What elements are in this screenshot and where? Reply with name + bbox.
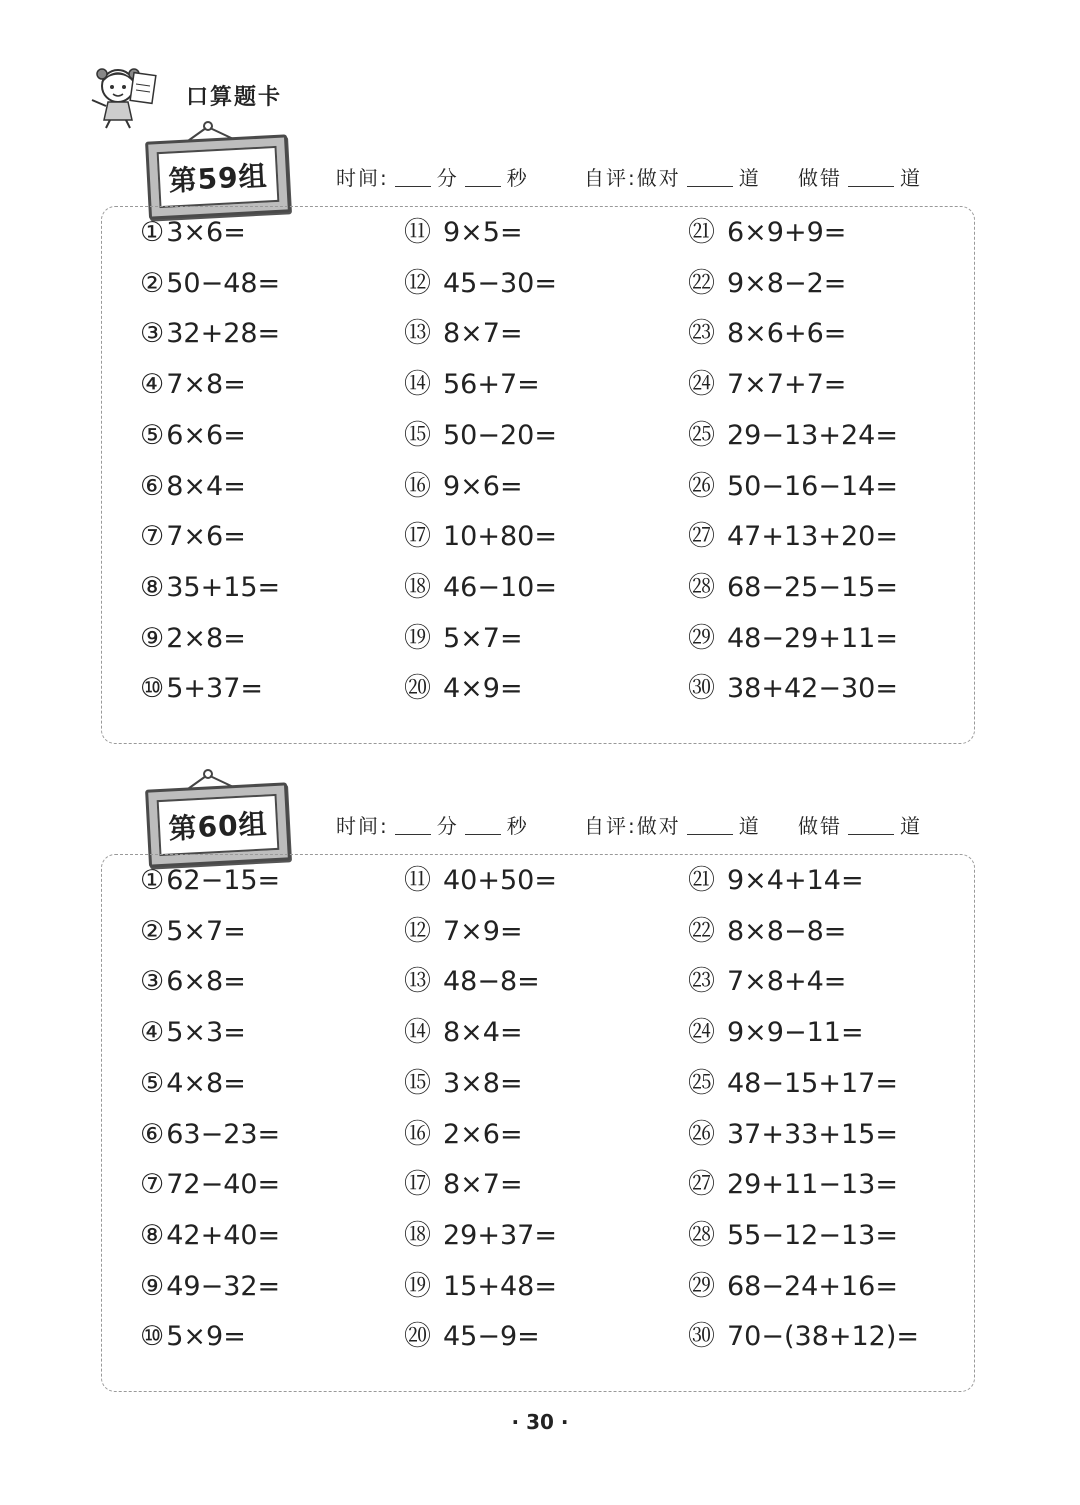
minutes-blank[interactable] xyxy=(395,816,431,835)
problem-expression: 50−48= xyxy=(166,267,281,299)
problem-number: ⑭ xyxy=(404,369,431,401)
problem-expression: 8×7= xyxy=(443,1169,523,1201)
arithmetic-problem xyxy=(688,1064,898,1104)
problem-number: ㉖ xyxy=(688,470,715,502)
problem-expression: 62−15= xyxy=(166,865,281,896)
arithmetic-problem xyxy=(688,416,898,456)
problem-number: ③ xyxy=(140,318,165,350)
problem-number: ㉙ xyxy=(688,1270,715,1302)
problem-number: ⑧ xyxy=(140,571,165,603)
problem-expression: 9×8−2= xyxy=(727,267,847,299)
arithmetic-problem xyxy=(404,568,557,608)
problem-expression: 10+80= xyxy=(443,521,557,553)
problem-expression: 2×6= xyxy=(443,1118,523,1150)
arithmetic-problem xyxy=(140,962,246,1002)
problem-number: ⑥ xyxy=(140,1118,165,1150)
arithmetic-problem xyxy=(140,365,246,405)
problem-number: ㉙ xyxy=(688,622,715,654)
problem-expression: 7×8+4= xyxy=(727,966,847,998)
problem-number: ⑫ xyxy=(404,267,431,299)
arithmetic-problem xyxy=(140,213,246,253)
group-title: 第60组 xyxy=(157,794,280,856)
arithmetic-problem xyxy=(140,1013,246,1053)
problem-number: ㉚ xyxy=(688,673,715,705)
problem-expression: 8×6+6= xyxy=(727,318,847,350)
arithmetic-problem xyxy=(688,517,898,557)
arithmetic-problem xyxy=(404,1013,523,1053)
problem-expression: 9×4+14= xyxy=(727,865,864,896)
problem-expression: 47+13+20= xyxy=(727,521,898,553)
arithmetic-problem xyxy=(404,365,540,405)
arithmetic-problem xyxy=(404,1317,540,1357)
problem-expression: 9×9−11= xyxy=(727,1017,864,1049)
arithmetic-problem xyxy=(140,619,246,659)
problem-number: ⑳ xyxy=(404,1321,431,1353)
arithmetic-problem xyxy=(140,568,280,608)
arithmetic-problem xyxy=(688,1013,864,1053)
problem-number: ㉔ xyxy=(688,369,715,401)
problem-number: ㉒ xyxy=(688,267,715,299)
problem-number: ⑨ xyxy=(140,622,165,654)
arithmetic-problem xyxy=(140,264,280,304)
problem-expression: 6×9+9= xyxy=(727,217,847,248)
problem-expression: 9×6= xyxy=(443,470,523,502)
problem-expression: 7×9= xyxy=(443,915,523,947)
problem-number: ⑲ xyxy=(404,622,431,654)
problem-number: ㉘ xyxy=(688,1219,715,1251)
arithmetic-problem xyxy=(140,467,246,507)
problem-expression: 45−9= xyxy=(443,1321,540,1353)
page-number: · 30 · xyxy=(511,1410,569,1434)
problem-expression: 4×8= xyxy=(166,1067,246,1099)
arithmetic-problem xyxy=(404,861,557,901)
arithmetic-problem xyxy=(404,213,523,253)
arithmetic-problem xyxy=(688,467,898,507)
problem-number: ㉚ xyxy=(688,1321,715,1353)
problem-number: ⑯ xyxy=(404,1118,431,1150)
problem-expression: 29+11−13= xyxy=(727,1169,898,1201)
problem-number: ⑱ xyxy=(404,571,431,603)
problem-number: ㉖ xyxy=(688,1118,715,1150)
problem-number: ⑧ xyxy=(140,1219,165,1251)
problem-expression: 50−16−14= xyxy=(727,470,898,502)
problem-number: ⑤ xyxy=(140,419,165,451)
arithmetic-problem xyxy=(140,416,246,456)
problem-expression: 5×7= xyxy=(166,915,246,947)
problem-number: ㉗ xyxy=(688,521,715,553)
problem-expression: 5×9= xyxy=(166,1321,246,1353)
problem-expression: 32+28= xyxy=(166,318,281,350)
problem-expression: 68−24+16= xyxy=(727,1270,898,1302)
arithmetic-problem xyxy=(404,1165,523,1205)
arithmetic-problem xyxy=(404,1216,557,1256)
problem-number: ⑮ xyxy=(404,419,431,451)
header-title: 口算题卡 xyxy=(186,85,283,110)
arithmetic-problem xyxy=(404,962,540,1002)
group-title: 第59组 xyxy=(157,146,280,208)
problem-number: ⑬ xyxy=(404,966,431,998)
problem-expression: 35+15= xyxy=(166,571,281,603)
arithmetic-problem xyxy=(140,861,280,901)
arithmetic-problem xyxy=(688,365,846,405)
problem-number: ⑪ xyxy=(404,865,431,896)
problem-number: ㉒ xyxy=(688,915,715,947)
arithmetic-problem xyxy=(140,1317,246,1357)
problem-number: ⑱ xyxy=(404,1219,431,1251)
arithmetic-problem xyxy=(404,1064,523,1104)
problem-expression: 9×5= xyxy=(443,217,523,248)
problem-expression: 7×6= xyxy=(166,521,246,553)
problem-number: ㉔ xyxy=(688,1017,715,1049)
problem-number: ⑰ xyxy=(404,1169,431,1201)
problem-number: ⑰ xyxy=(404,521,431,553)
arithmetic-problem xyxy=(688,912,846,952)
group-title-frame xyxy=(144,120,290,220)
correct-count-blank[interactable] xyxy=(687,816,733,835)
problem-number: ⑩ xyxy=(140,673,165,705)
problem-expression: 38+42−30= xyxy=(727,673,898,705)
minutes-blank[interactable] xyxy=(395,168,431,187)
problem-expression: 63−23= xyxy=(166,1118,281,1150)
problem-number: ② xyxy=(140,915,165,947)
problem-expression: 29−13+24= xyxy=(727,419,898,451)
arithmetic-problem xyxy=(404,619,523,659)
problem-number: ⑯ xyxy=(404,470,431,502)
seconds-blank[interactable] xyxy=(465,816,501,835)
arithmetic-problem xyxy=(140,517,246,557)
arithmetic-problem xyxy=(140,1115,280,1155)
problem-expression: 7×7+7= xyxy=(727,369,847,401)
problem-expression: 5×3= xyxy=(166,1017,246,1049)
problem-number: ② xyxy=(140,267,165,299)
problem-expression: 4×9= xyxy=(443,673,523,705)
problem-expression: 8×8−8= xyxy=(727,915,847,947)
arithmetic-problem xyxy=(404,467,523,507)
problem-number: ① xyxy=(140,217,165,248)
problem-number: ㉗ xyxy=(688,1169,715,1201)
arithmetic-problem xyxy=(404,669,523,709)
arithmetic-problem xyxy=(688,213,846,253)
correct-count-blank[interactable] xyxy=(687,168,733,187)
problem-expression: 29+37= xyxy=(443,1219,557,1251)
problem-expression: 40+50= xyxy=(443,865,557,896)
problem-expression: 48−29+11= xyxy=(727,622,898,654)
problem-number: ㉑ xyxy=(688,865,715,896)
problem-expression: 7×8= xyxy=(166,369,246,401)
problem-expression: 37+33+15= xyxy=(727,1118,898,1150)
problem-expression: 5×7= xyxy=(443,622,523,654)
arithmetic-problem xyxy=(404,1267,557,1307)
problem-expression: 68−25−15= xyxy=(727,571,898,603)
problem-number: ⑪ xyxy=(404,217,431,248)
arithmetic-problem xyxy=(688,1115,898,1155)
problem-number: ④ xyxy=(140,369,165,401)
problem-expression: 48−8= xyxy=(443,966,540,998)
arithmetic-problem xyxy=(404,416,557,456)
arithmetic-problem xyxy=(688,568,898,608)
problem-number: ㉕ xyxy=(688,419,715,451)
problem-expression: 48−15+17= xyxy=(727,1067,898,1099)
arithmetic-problem xyxy=(688,1165,898,1205)
arithmetic-problem xyxy=(688,669,898,709)
problem-expression: 46−10= xyxy=(443,571,557,603)
arithmetic-problem xyxy=(140,1267,280,1307)
arithmetic-problem xyxy=(140,1064,246,1104)
problem-expression: 3×6= xyxy=(166,217,246,248)
problem-expression: 8×4= xyxy=(166,470,246,502)
arithmetic-problem xyxy=(688,314,846,354)
problem-number: ③ xyxy=(140,966,165,998)
arithmetic-problem xyxy=(688,264,846,304)
problem-expression: 56+7= xyxy=(443,369,540,401)
arithmetic-problem xyxy=(140,1165,280,1205)
problem-expression: 42+40= xyxy=(166,1219,281,1251)
problem-expression: 49−32= xyxy=(166,1270,281,1302)
problem-expression: 6×8= xyxy=(166,966,246,998)
arithmetic-problem xyxy=(688,1267,898,1307)
problem-number: ⑥ xyxy=(140,470,165,502)
arithmetic-problem xyxy=(688,962,846,1002)
problem-expression: 6×6= xyxy=(166,419,246,451)
arithmetic-problem xyxy=(688,861,864,901)
arithmetic-problem xyxy=(688,619,898,659)
problem-number: ⑦ xyxy=(140,1169,165,1201)
problem-expression: 3×8= xyxy=(443,1067,523,1099)
arithmetic-problem xyxy=(404,912,523,952)
problem-expression: 50−20= xyxy=(443,419,557,451)
wrong-count-blank[interactable] xyxy=(848,816,894,835)
arithmetic-problem xyxy=(140,1216,280,1256)
arithmetic-problem xyxy=(688,1317,919,1357)
problem-number: ① xyxy=(140,865,165,896)
problem-expression: 72−40= xyxy=(166,1169,281,1201)
problem-expression: 5+37= xyxy=(166,673,263,705)
arithmetic-problem xyxy=(404,517,557,557)
problem-expression: 55−12−13= xyxy=(727,1219,898,1251)
problem-number: ⑬ xyxy=(404,318,431,350)
arithmetic-problem xyxy=(404,314,523,354)
arithmetic-problem xyxy=(140,669,263,709)
problem-number: ㉓ xyxy=(688,318,715,350)
problem-expression: 8×4= xyxy=(443,1017,523,1049)
arithmetic-problem xyxy=(688,1216,898,1256)
group-title-frame xyxy=(144,768,290,868)
arithmetic-problem xyxy=(404,264,557,304)
problem-number: ⑦ xyxy=(140,521,165,553)
problem-number: ⑨ xyxy=(140,1270,165,1302)
wrong-count-blank[interactable] xyxy=(848,168,894,187)
problem-number: ④ xyxy=(140,1017,165,1049)
problem-expression: 45−30= xyxy=(443,267,557,299)
problem-number: ⑳ xyxy=(404,673,431,705)
problem-expression: 70−(38+12)= xyxy=(727,1321,920,1353)
problem-number: ⑫ xyxy=(404,915,431,947)
problem-number: ㉓ xyxy=(688,966,715,998)
problem-number: ⑤ xyxy=(140,1067,165,1099)
problem-number: ⑮ xyxy=(404,1067,431,1099)
problem-number: ㉘ xyxy=(688,571,715,603)
problem-expression: 8×7= xyxy=(443,318,523,350)
problem-number: ⑩ xyxy=(140,1321,165,1353)
arithmetic-problem xyxy=(404,1115,523,1155)
problem-number: ㉕ xyxy=(688,1067,715,1099)
problem-number: ⑭ xyxy=(404,1017,431,1049)
seconds-blank[interactable] xyxy=(465,168,501,187)
problem-expression: 2×8= xyxy=(166,622,246,654)
problem-number: ⑲ xyxy=(404,1270,431,1302)
arithmetic-problem xyxy=(140,912,246,952)
arithmetic-problem xyxy=(140,314,280,354)
problem-expression: 15+48= xyxy=(443,1270,557,1302)
problem-number: ㉑ xyxy=(688,217,715,248)
